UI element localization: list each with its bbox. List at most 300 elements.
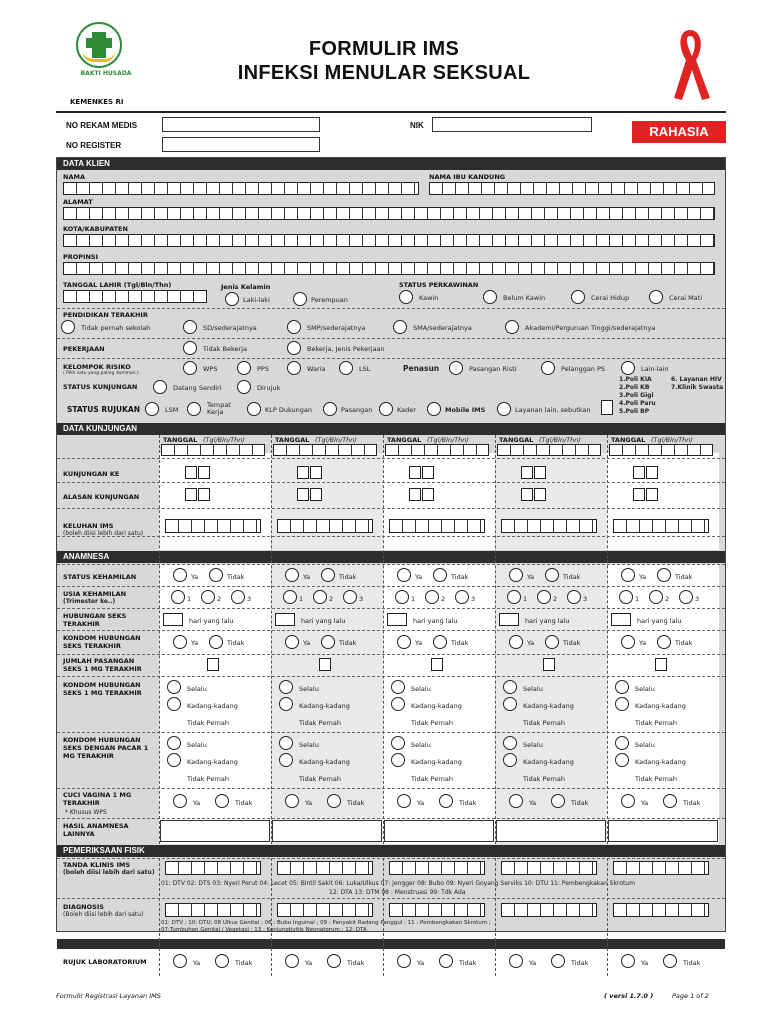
kehamilan-tidak-radio[interactable] (545, 568, 559, 582)
no-rekam-medis-input[interactable] (162, 117, 320, 132)
frekuensi-pacar-radio[interactable] (279, 736, 293, 750)
trimester-radio[interactable] (313, 590, 327, 604)
logo-caption: BAKTI HUSADA (80, 70, 132, 77)
frekuensi-label: Kadang-kadang (299, 702, 350, 710)
tidak-label: Tidak (683, 799, 701, 807)
poli-item: 4.Poli Paru (619, 400, 656, 407)
kota-label: KOTA/KABUPATEN (63, 225, 128, 233)
alasan-box[interactable] (633, 488, 645, 501)
kunjungan-ke-label: KUNJUNGAN KE (63, 470, 120, 478)
frekuensi-radio[interactable] (279, 680, 293, 694)
ya-label: Ya (303, 573, 311, 581)
ya-label: Ya (303, 639, 311, 647)
nama-input[interactable] (63, 182, 419, 195)
rujuk-ya-radio[interactable] (285, 954, 299, 968)
cuci-ya-radio[interactable] (621, 794, 635, 808)
alasan-box[interactable] (297, 488, 309, 501)
nik-label: NIK (410, 121, 424, 130)
status-kunjungan-label: STATUS KUNJUNGAN (63, 383, 138, 391)
kota-input[interactable] (63, 234, 715, 247)
rujuk-tidak-radio[interactable] (663, 954, 677, 968)
tidak-label: Tidak (571, 799, 589, 807)
pend-3-label: SMA/sederajatnya (413, 324, 472, 332)
sr-lsm-label: LSM (165, 406, 179, 414)
section-data-klien: DATA KLIEN (57, 158, 725, 170)
frekuensi-pacar-radio[interactable] (279, 753, 293, 767)
kondom-tidak-radio[interactable] (321, 635, 335, 649)
kondom-ya-radio[interactable] (509, 635, 523, 649)
status-perkawinan-label: STATUS PERKAWINAN (399, 281, 479, 289)
nik-input[interactable] (432, 117, 592, 132)
kunjungan-ke-box[interactable] (646, 466, 658, 479)
kunjungan-ke-box[interactable] (521, 466, 533, 479)
sr-mobile-label: Mobile IMS (445, 406, 486, 414)
cuci-ya-radio[interactable] (285, 794, 299, 808)
alasan-box[interactable] (198, 488, 210, 501)
kondom-ya-radio[interactable] (285, 635, 299, 649)
hari-yang-lalu-label: hari yang lalu (301, 617, 346, 625)
sr-pasangan-radio[interactable] (323, 402, 337, 416)
trimester-label: 2 (217, 595, 222, 603)
jk-laki-label: Laki-laki (243, 296, 270, 304)
kel-pps-radio[interactable] (237, 361, 251, 375)
usia-kehamilan-label: USIA KEHAMILAN (63, 590, 127, 598)
kel-lain-radio[interactable] (621, 361, 635, 375)
kel-lsl-radio[interactable] (339, 361, 353, 375)
kondom-pacar-label: KONDOM HUBUNGAN SEKS DENGAN PACAR 1 MG TERAKHIR (63, 736, 149, 760)
jumlah-pasangan-box[interactable] (207, 658, 219, 671)
keluhan-input[interactable] (165, 519, 261, 533)
sp-kawin-radio[interactable] (399, 290, 413, 304)
frekuensi-pacar-radio[interactable] (391, 753, 405, 767)
no-register-input[interactable] (162, 137, 320, 152)
sr-mobile-radio[interactable] (427, 402, 441, 416)
pend-4-radio[interactable] (505, 320, 519, 334)
kel-waria-radio[interactable] (287, 361, 301, 375)
hubungan-seks-days-box[interactable] (275, 613, 295, 626)
frekuensi-label: Tidak Pernah (299, 775, 341, 783)
tidak-label: Tidak (347, 959, 365, 967)
frekuensi-label: Tidak Pernah (523, 775, 565, 783)
row-separator (57, 858, 725, 859)
diagnosis-label: DIAGNOSIS (63, 903, 104, 911)
section-anamnesa: ANAMNESA (57, 551, 725, 563)
pend-0-radio[interactable] (61, 320, 75, 334)
pendidikan-label: PENDIDIKAN TERAKHIR (63, 311, 148, 319)
tidak-label: Tidak (347, 799, 365, 807)
hasil-anamnesa-input[interactable] (384, 820, 494, 842)
frekuensi-radio[interactable] (615, 680, 629, 694)
sk-dirujuk-label: Dirujuk (257, 384, 281, 392)
visit-date-input[interactable] (497, 444, 601, 456)
rujuk-tidak-radio[interactable] (327, 954, 341, 968)
cuci-ya-radio[interactable] (173, 794, 187, 808)
pend-3-radio[interactable] (393, 320, 407, 334)
pend-1-radio[interactable] (183, 320, 197, 334)
visit-date-input[interactable] (609, 444, 713, 456)
frekuensi-label: Selalu (299, 741, 319, 749)
jumlah-pasangan-box[interactable] (655, 658, 667, 671)
frekuensi-radio[interactable] (391, 680, 405, 694)
kel-pasangan-risti-radio[interactable] (449, 361, 463, 375)
frekuensi-label: Selalu (299, 685, 319, 693)
trimester-radio[interactable] (425, 590, 439, 604)
pend-2-radio[interactable] (287, 320, 301, 334)
cuci-tidak-radio[interactable] (439, 794, 453, 808)
frekuensi-radio[interactable] (279, 697, 293, 711)
diag-codes-2: 07:Tumbuhan Genital / Vegetasi ; 13 : Konjungtivitis Neonatorum ; 12: DTA (161, 927, 367, 933)
frekuensi-pacar-radio[interactable] (167, 753, 181, 767)
pend-0-label: Tidak pernah sekolah (81, 324, 151, 332)
kehamilan-tidak-radio[interactable] (433, 568, 447, 582)
alasan-box[interactable] (409, 488, 421, 501)
pek-tidak-radio[interactable] (183, 341, 197, 355)
sk-dirujuk-radio[interactable] (237, 380, 251, 394)
ya-label: Ya (639, 639, 647, 647)
tanggal-lahir-input[interactable] (63, 290, 207, 303)
ya-label: Ya (193, 959, 201, 967)
visit-date-format: (Tgl/Bln/Thn) (315, 436, 357, 444)
rujuk-tidak-radio[interactable] (439, 954, 453, 968)
tidak-label: Tidak (675, 639, 693, 647)
frekuensi-radio[interactable] (167, 680, 181, 694)
hari-yang-lalu-label: hari yang lalu (413, 617, 458, 625)
trimester-label: 1 (635, 595, 640, 603)
nama-ibu-label: NAMA IBU KANDUNG (429, 173, 506, 181)
kunjungan-ke-box[interactable] (297, 466, 309, 479)
visit-date-format: (Tgl/Bln/Thn) (203, 436, 245, 444)
hubungan-seks-days-box[interactable] (387, 613, 407, 626)
sp-belum-kawin-radio[interactable] (483, 290, 497, 304)
kel-pelanggan-label: Pelanggan PS (561, 365, 606, 373)
alamat-input[interactable] (63, 207, 715, 220)
hubungan-seks-days-box[interactable] (163, 613, 183, 626)
pekerjaan-label: PEKERJAAN (63, 345, 105, 353)
sp-cerai-hidup-radio[interactable] (571, 290, 585, 304)
sr-klp-label: KLP Dukungan (265, 406, 313, 414)
frekuensi-label: Tidak Pernah (187, 775, 229, 783)
column-divider (271, 858, 272, 976)
cuci-ya-radio[interactable] (397, 794, 411, 808)
diagnosis-input[interactable] (501, 903, 597, 917)
trimester-label: 3 (471, 595, 476, 603)
kehamilan-ya-radio[interactable] (285, 568, 299, 582)
rujuk-ya-radio[interactable] (509, 954, 523, 968)
row-separator (57, 586, 725, 587)
rujuk-ya-radio[interactable] (173, 954, 187, 968)
kel-wps-radio[interactable] (183, 361, 197, 375)
kondom-tidak-radio[interactable] (433, 635, 447, 649)
kondom-tidak-radio[interactable] (209, 635, 223, 649)
hasil-anamnesa-input[interactable] (272, 820, 382, 842)
trimester-label: 2 (329, 595, 334, 603)
jumlah-pasangan-box[interactable] (543, 658, 555, 671)
tanda-klinis-label: TANDA KLINIS IMS (63, 861, 131, 869)
column-divider (607, 435, 608, 844)
kel-pps-label: PPS (257, 365, 269, 373)
rujuk-ya-radio[interactable] (397, 954, 411, 968)
sr-tempat-kerja-radio[interactable] (187, 402, 201, 416)
keluhan-input[interactable] (501, 519, 597, 533)
row-separator (57, 818, 725, 819)
frekuensi-radio[interactable] (167, 697, 181, 711)
kunjungan-ke-box[interactable] (409, 466, 421, 479)
tanda-klinis-input[interactable] (389, 861, 485, 875)
kel-pelanggan-radio[interactable] (541, 361, 555, 375)
frekuensi-pacar-radio[interactable] (615, 736, 629, 750)
trimester-radio[interactable] (455, 590, 469, 604)
kondom-ya-radio[interactable] (173, 635, 187, 649)
frekuensi-pacar-radio[interactable] (391, 736, 405, 750)
trimester-label: 1 (187, 595, 192, 603)
frekuensi-label: Kadang-kadang (187, 702, 238, 710)
row-separator (57, 508, 725, 509)
kelompok-risiko-label: KELOMPOK RISIKO (63, 363, 131, 371)
kelompok-risiko-note: ( Pilih satu yang paling dominan ) (63, 371, 139, 376)
row-separator (57, 676, 725, 677)
trimester-radio[interactable] (567, 590, 581, 604)
visit-date-format: (Tgl/Bln/Thn) (539, 436, 581, 444)
alasan-box[interactable] (422, 488, 434, 501)
propinsi-input[interactable] (63, 262, 715, 275)
visit-date-label: TANGGAL (275, 436, 310, 444)
visit-date-input[interactable] (385, 444, 489, 456)
poli-item: 2.Poli KB (619, 384, 650, 391)
visit-date-input[interactable] (161, 444, 265, 456)
rujuk-tidak-radio[interactable] (215, 954, 229, 968)
trimester-radio[interactable] (343, 590, 357, 604)
hari-yang-lalu-label: hari yang lalu (525, 617, 570, 625)
ya-label: Ya (527, 639, 535, 647)
kondom-1mg-label: KONDOM HUBUNGAN SEKS 1 MG TERAKHIR (63, 681, 142, 697)
column-divider (159, 858, 160, 976)
jk-laki-radio[interactable] (225, 292, 239, 306)
kondom-tidak-radio[interactable] (657, 635, 671, 649)
kehamilan-tidak-radio[interactable] (321, 568, 335, 582)
kunjungan-ke-box[interactable] (185, 466, 197, 479)
keluhan-input[interactable] (277, 519, 373, 533)
trimester-radio[interactable] (507, 590, 521, 604)
trimester-radio[interactable] (679, 590, 693, 604)
section-data-kunjungan: DATA KUNJUNGAN (57, 423, 725, 435)
visit-date-input[interactable] (273, 444, 377, 456)
hasil-anamnesa-input[interactable] (608, 820, 718, 842)
ministry-name: KEMENKES RI (70, 98, 124, 106)
ya-label: Ya (305, 799, 313, 807)
keluhan-label: KELUHAN IMS (63, 522, 114, 530)
no-rekam-medis-label: NO REKAM MEDIS (66, 121, 138, 130)
ya-label: Ya (529, 959, 537, 967)
hubungan-seks-label: HUBUNGAN SEKS TERAKHIR (63, 612, 127, 628)
kehamilan-ya-radio[interactable] (509, 568, 523, 582)
frekuensi-pacar-radio[interactable] (503, 736, 517, 750)
hasil-anamnesa-input[interactable] (496, 820, 606, 842)
row-separator (57, 608, 725, 609)
frekuensi-pacar-radio[interactable] (503, 753, 517, 767)
kel-lsl-label: LSL (359, 365, 371, 373)
frekuensi-label: Kadang-kadang (523, 758, 574, 766)
column-divider (495, 435, 496, 844)
frekuensi-label: Kadang-kadang (523, 702, 574, 710)
hari-yang-lalu-label: hari yang lalu (189, 617, 234, 625)
keluhan-input[interactable] (389, 519, 485, 533)
kehamilan-ya-radio[interactable] (397, 568, 411, 582)
tidak-label: Tidak (227, 639, 245, 647)
row-separator (57, 732, 725, 733)
kunjungan-ke-box[interactable] (422, 466, 434, 479)
column-divider (383, 858, 384, 976)
alasan-box[interactable] (310, 488, 322, 501)
tanda-klinis-input[interactable] (613, 861, 709, 875)
kehamilan-ya-radio[interactable] (621, 568, 635, 582)
tanda-klinis-input[interactable] (277, 861, 373, 875)
hubungan-seks-days-box[interactable] (499, 613, 519, 626)
alasan-kunjungan-label: ALASAN KUNJUNGAN (63, 493, 140, 501)
tanda-klinis-input[interactable] (501, 861, 597, 875)
confidential-badge: RAHASIA (632, 121, 726, 143)
alasan-box[interactable] (646, 488, 658, 501)
frekuensi-radio[interactable] (503, 697, 517, 711)
kel-waria-label: Waria (307, 365, 326, 373)
kondom-ya-radio[interactable] (621, 635, 635, 649)
kondom-tidak-radio[interactable] (545, 635, 559, 649)
kehamilan-tidak-radio[interactable] (209, 568, 223, 582)
hasil-anamnesa-input[interactable] (160, 820, 270, 842)
nama-ibu-input[interactable] (429, 182, 715, 195)
poli-item: 7.Klinik Swasta (671, 384, 724, 391)
ya-label: Ya (193, 799, 201, 807)
ya-label: Ya (641, 799, 649, 807)
alasan-box[interactable] (534, 488, 546, 501)
diagnosis-input[interactable] (277, 903, 373, 917)
sr-tempat-kerja-label: Tempat Kerja (207, 401, 231, 416)
kehamilan-ya-radio[interactable] (173, 568, 187, 582)
cuci-tidak-radio[interactable] (215, 794, 229, 808)
visit-date-label: TANGGAL (611, 436, 646, 444)
sk-sendiri-radio[interactable] (153, 380, 167, 394)
tidak-label: Tidak (571, 959, 589, 967)
trimester-radio[interactable] (283, 590, 297, 604)
tidak-label: Tidak (563, 639, 581, 647)
ya-label: Ya (305, 959, 313, 967)
status-rujukan-label: STATUS RUJUKAN (67, 405, 141, 414)
frekuensi-radio[interactable] (503, 680, 517, 694)
sr-kader-radio[interactable] (379, 402, 393, 416)
cuci-tidak-radio[interactable] (663, 794, 677, 808)
keluhan-note: (boleh diisi lebih dari satu) (63, 530, 144, 537)
cuci-ya-radio[interactable] (509, 794, 523, 808)
jumlah-pasangan-box[interactable] (319, 658, 331, 671)
pek-bekerja-label: Bekerja, Jenis Pekerjaan (307, 345, 385, 353)
sp-cerai-hidup-label: Cerai Hidup (591, 294, 630, 302)
trimester-radio[interactable] (231, 590, 245, 604)
frekuensi-pacar-radio[interactable] (167, 736, 181, 750)
visit-date-format: (Tgl/Bln/Thn) (651, 436, 693, 444)
ya-label: Ya (191, 639, 199, 647)
kunjungan-ke-box[interactable] (198, 466, 210, 479)
trimester-radio[interactable] (395, 590, 409, 604)
alasan-box[interactable] (185, 488, 197, 501)
frekuensi-label: Tidak Pernah (299, 719, 341, 727)
jk-perempuan-radio[interactable] (293, 292, 307, 306)
diagnosis-input[interactable] (165, 903, 261, 917)
frekuensi-label: Selalu (187, 741, 207, 749)
jenis-kelamin-label: Jenis Kelamin (221, 283, 271, 291)
frekuensi-label: Selalu (411, 685, 431, 693)
visit-date-label: TANGGAL (387, 436, 422, 444)
trimester-radio[interactable] (537, 590, 551, 604)
tanda-klinis-input[interactable] (165, 861, 261, 875)
hari-yang-lalu-label: hari yang lalu (637, 617, 682, 625)
cuci-tidak-radio[interactable] (327, 794, 341, 808)
cuci-tidak-radio[interactable] (551, 794, 565, 808)
rujuk-tidak-radio[interactable] (551, 954, 565, 968)
column-divider (495, 858, 496, 976)
tidak-label: Tidak (339, 573, 357, 581)
kehamilan-tidak-radio[interactable] (657, 568, 671, 582)
row-separator (57, 654, 725, 655)
trimester-label: 3 (583, 595, 588, 603)
frekuensi-radio[interactable] (391, 697, 405, 711)
trimester-radio[interactable] (171, 590, 185, 604)
hubungan-seks-days-box[interactable] (611, 613, 631, 626)
frekuensi-label: Tidak Pernah (635, 719, 677, 727)
rujuk-lab-label: RUJUK LABORATORIUM (63, 958, 147, 966)
sp-kawin-label: Kawin (419, 294, 439, 302)
sr-klp-radio[interactable] (247, 402, 261, 416)
kondom-ya-radio[interactable] (397, 635, 411, 649)
cuci-vagina-label: CUCI VAGINA 1 MG TERAKHIR (63, 791, 132, 807)
pend-4-label: Akademi/Perguruan Tinggi/sederajatnya (525, 324, 656, 332)
tanggal-lahir-label: TANGGAL LAHIR (Tgl/Bln/Thn) (63, 281, 172, 289)
jk-perempuan-label: Perempuan (311, 296, 348, 304)
rujuk-ya-radio[interactable] (621, 954, 635, 968)
ya-label: Ya (191, 573, 199, 581)
tidak-label: Tidak (675, 573, 693, 581)
diagnosis-input[interactable] (389, 903, 485, 917)
jumlah-pasangan-box[interactable] (431, 658, 443, 671)
sr-lsm-radio[interactable] (145, 402, 159, 416)
alasan-box[interactable] (521, 488, 533, 501)
frekuensi-pacar-radio[interactable] (615, 753, 629, 767)
sr-layanan-lain-radio[interactable] (497, 402, 511, 416)
pek-bekerja-radio[interactable] (287, 341, 301, 355)
tidak-label: Tidak (451, 573, 469, 581)
sp-cerai-mati-radio[interactable] (649, 290, 663, 304)
trimester-label: 2 (553, 595, 558, 603)
diagnosis-input[interactable] (613, 903, 709, 917)
trimester-label: 3 (695, 595, 700, 603)
trimester-radio[interactable] (649, 590, 663, 604)
tidak-label: Tidak (459, 799, 477, 807)
keluhan-input[interactable] (613, 519, 709, 533)
kunjungan-ke-box[interactable] (534, 466, 546, 479)
layanan-lain-box[interactable] (601, 400, 613, 415)
ya-label: Ya (417, 799, 425, 807)
frekuensi-radio[interactable] (615, 697, 629, 711)
trimester-radio[interactable] (619, 590, 633, 604)
ya-label: Ya (639, 573, 647, 581)
form-title-line1: FORMULIR IMS (308, 38, 460, 60)
tidak-label: Tidak (227, 573, 245, 581)
kunjungan-ke-box[interactable] (310, 466, 322, 479)
row-separator (57, 630, 725, 631)
ya-label: Ya (641, 959, 649, 967)
sp-cerai-mati-label: Cerai Mati (669, 294, 703, 302)
trimester-radio[interactable] (201, 590, 215, 604)
kunjungan-ke-box[interactable] (633, 466, 645, 479)
pek-tidak-label: Tidak Bekerja (203, 345, 247, 353)
